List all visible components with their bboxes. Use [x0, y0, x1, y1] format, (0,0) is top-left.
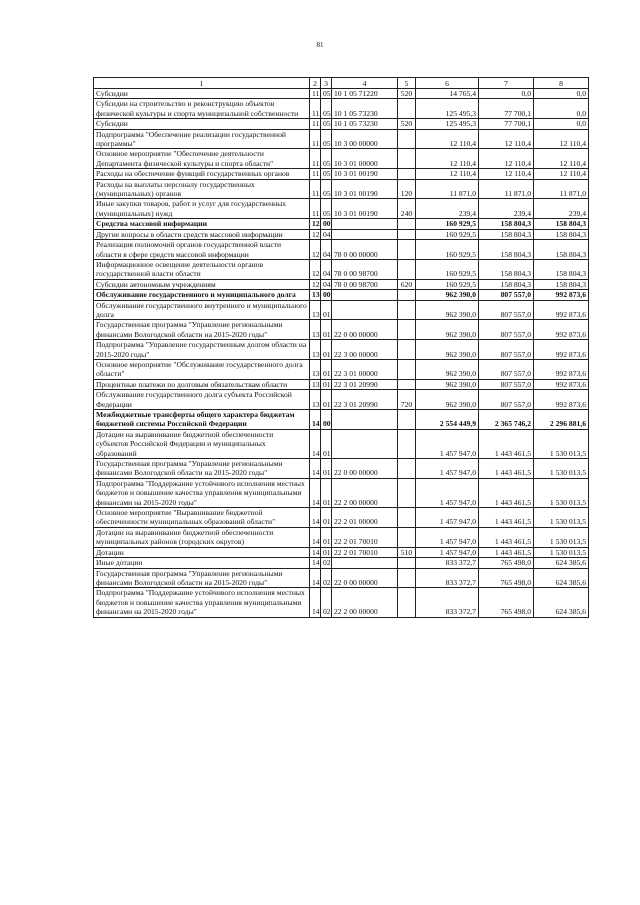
cell-vr	[398, 259, 416, 279]
cell-amount-year3: 992 873,6	[534, 379, 589, 389]
header-cell-year2: 7	[479, 78, 534, 89]
cell-podrazdel: 00	[321, 219, 332, 229]
table-row	[94, 240, 589, 260]
cell-amount-year2: 158 804,3	[479, 229, 534, 239]
cell-name: Подпрограмма "Обеспечение реализации государственной программы"	[94, 129, 310, 149]
cell-csr: 22 0 00 00000	[332, 320, 398, 340]
table-row	[94, 279, 589, 289]
cell-podrazdel: 02	[321, 558, 332, 568]
cell-name: Субсидии	[94, 119, 310, 129]
table-row	[94, 390, 589, 410]
cell-podrazdel: 05	[321, 89, 332, 99]
cell-name: Основное мероприятие "Обеспечение деятельности Департамента физической культуры и спорта области"	[94, 149, 310, 169]
cell-name: Основное мероприятие "Выравнивание бюджетной обеспеченности муниципальных образований области"	[94, 508, 310, 528]
cell-podrazdel: 02	[321, 568, 332, 588]
table-body	[94, 89, 589, 618]
cell-vr	[398, 320, 416, 340]
cell-vr	[398, 99, 416, 119]
cell-podrazdel: 01	[321, 508, 332, 528]
table-row	[94, 410, 589, 430]
cell-razdel: 11	[310, 179, 321, 199]
cell-csr: 10 1 05 73230	[332, 119, 398, 129]
cell-amount-year2: 12 110,4	[479, 129, 534, 149]
cell-name: Дотации	[94, 547, 310, 557]
cell-amount-year2: 807 557,0	[479, 300, 534, 320]
cell-csr: 10 3 01 00190	[332, 179, 398, 199]
cell-name: Информационное освещение деятельности органов государственной власти области	[94, 259, 310, 279]
cell-csr	[332, 300, 398, 320]
cell-razdel: 12	[310, 229, 321, 239]
cell-amount-year2: 158 804,3	[479, 240, 534, 260]
cell-amount-year1: 1 457 947,0	[416, 547, 479, 557]
cell-amount-year3: 12 110,4	[534, 129, 589, 149]
cell-razdel: 11	[310, 129, 321, 149]
cell-amount-year3: 992 873,6	[534, 359, 589, 379]
cell-vr: 120	[398, 179, 416, 199]
cell-razdel: 13	[310, 379, 321, 389]
cell-amount-year1: 962 390,0	[416, 320, 479, 340]
cell-amount-year2: 239,4	[479, 199, 534, 219]
cell-amount-year1: 1 457 947,0	[416, 429, 479, 458]
cell-csr	[332, 410, 398, 430]
cell-csr: 78 0 00 98700	[332, 279, 398, 289]
table-row	[94, 568, 589, 588]
cell-podrazdel: 02	[321, 588, 332, 617]
cell-name: Иные дотации	[94, 558, 310, 568]
cell-csr: 22 2 01 00000	[332, 508, 398, 528]
cell-amount-year3: 992 873,6	[534, 300, 589, 320]
cell-razdel: 14	[310, 459, 321, 479]
cell-vr	[398, 459, 416, 479]
cell-vr	[398, 129, 416, 149]
cell-vr	[398, 149, 416, 169]
cell-amount-year1: 962 390,0	[416, 340, 479, 360]
cell-razdel: 14	[310, 527, 321, 547]
header-row	[94, 78, 589, 89]
cell-amount-year3: 992 873,6	[534, 320, 589, 340]
cell-amount-year3: 12 110,4	[534, 169, 589, 179]
cell-amount-year1: 833 372,7	[416, 588, 479, 617]
cell-amount-year1: 1 457 947,0	[416, 527, 479, 547]
cell-podrazdel: 01	[321, 527, 332, 547]
cell-csr	[332, 558, 398, 568]
cell-name: Субсидии автономным учреждениям	[94, 279, 310, 289]
cell-podrazdel: 01	[321, 390, 332, 410]
cell-podrazdel: 05	[321, 149, 332, 169]
cell-amount-year1: 1 457 947,0	[416, 508, 479, 528]
table-row	[94, 119, 589, 129]
cell-amount-year2: 807 557,0	[479, 320, 534, 340]
cell-name: Обслуживание государственного внутреннего и муниципального долга	[94, 300, 310, 320]
cell-amount-year1: 160 929,5	[416, 219, 479, 229]
cell-name: Основное мероприятие "Обслуживание государственного долга области"	[94, 359, 310, 379]
cell-csr: 22 3 00 00000	[332, 340, 398, 360]
table-row	[94, 129, 589, 149]
cell-csr: 22 3 01 20990	[332, 390, 398, 410]
table-row	[94, 359, 589, 379]
cell-razdel: 11	[310, 149, 321, 169]
cell-vr: 720	[398, 390, 416, 410]
cell-razdel: 11	[310, 99, 321, 119]
table-row	[94, 259, 589, 279]
cell-amount-year2: 77 700,1	[479, 119, 534, 129]
cell-csr: 22 3 01 20990	[332, 379, 398, 389]
cell-name: Обслуживание государственного и муниципального долга	[94, 290, 310, 300]
cell-amount-year2: 158 804,3	[479, 219, 534, 229]
cell-razdel: 14	[310, 508, 321, 528]
table-row	[94, 459, 589, 479]
cell-amount-year1: 833 372,7	[416, 568, 479, 588]
cell-csr	[332, 219, 398, 229]
cell-vr	[398, 379, 416, 389]
cell-podrazdel: 04	[321, 240, 332, 260]
cell-podrazdel: 05	[321, 129, 332, 149]
cell-podrazdel: 05	[321, 119, 332, 129]
cell-csr: 10 3 00 00000	[332, 129, 398, 149]
cell-amount-year1: 160 929,5	[416, 259, 479, 279]
cell-csr	[332, 429, 398, 458]
cell-vr	[398, 478, 416, 507]
table-row	[94, 429, 589, 458]
cell-name: Реализация полномочий органов государственной власти области в сфере средств массовой информации	[94, 240, 310, 260]
header-cell-year1: 6	[416, 78, 479, 89]
cell-name: Подпрограмма "Поддержание устойчивого исполнения местных бюджетов и повышение качества управления муниципальными финансами на 2015-2020 годы"	[94, 588, 310, 617]
cell-razdel: 14	[310, 478, 321, 507]
cell-razdel: 11	[310, 169, 321, 179]
cell-name: Расходы на обеспечение функций государственных органов	[94, 169, 310, 179]
cell-amount-year1: 12 110,4	[416, 169, 479, 179]
cell-vr: 520	[398, 89, 416, 99]
cell-amount-year2: 807 557,0	[479, 340, 534, 360]
table-row	[94, 508, 589, 528]
cell-amount-year3: 1 530 013,5	[534, 547, 589, 557]
cell-amount-year2: 12 110,4	[479, 169, 534, 179]
cell-name: Иные закупки товаров, работ и услуг для государственных (муниципальных) нужд	[94, 199, 310, 219]
cell-vr	[398, 240, 416, 260]
cell-csr: 22 2 00 00000	[332, 478, 398, 507]
cell-razdel: 12	[310, 259, 321, 279]
cell-name: Государственная программа "Управление региональными финансами Вологодской области на 2015-2020 годы"	[94, 320, 310, 340]
cell-amount-year3: 2 296 881,6	[534, 410, 589, 430]
table-row	[94, 290, 589, 300]
cell-vr	[398, 410, 416, 430]
cell-podrazdel: 05	[321, 169, 332, 179]
cell-amount-year1: 125 495,3	[416, 119, 479, 129]
cell-amount-year3: 0,0	[534, 99, 589, 119]
cell-amount-year2: 765 498,0	[479, 588, 534, 617]
cell-podrazdel: 01	[321, 478, 332, 507]
table-row	[94, 89, 589, 99]
cell-vr: 510	[398, 547, 416, 557]
cell-amount-year2: 158 804,3	[479, 259, 534, 279]
header-cell-name: 1	[94, 78, 310, 89]
cell-amount-year2: 807 557,0	[479, 390, 534, 410]
cell-razdel: 14	[310, 547, 321, 557]
cell-amount-year2: 807 557,0	[479, 379, 534, 389]
cell-amount-year2: 765 498,0	[479, 558, 534, 568]
cell-amount-year2: 158 804,3	[479, 279, 534, 289]
cell-amount-year3: 1 530 013,5	[534, 478, 589, 507]
cell-amount-year1: 962 390,0	[416, 290, 479, 300]
cell-podrazdel: 01	[321, 300, 332, 320]
cell-amount-year2: 1 443 461,5	[479, 508, 534, 528]
cell-csr: 78 0 00 98700	[332, 259, 398, 279]
cell-amount-year3: 158 804,3	[534, 240, 589, 260]
cell-amount-year3: 1 530 013,5	[534, 527, 589, 547]
cell-amount-year2: 0,0	[479, 89, 534, 99]
cell-razdel: 11	[310, 89, 321, 99]
cell-razdel: 13	[310, 290, 321, 300]
cell-razdel: 13	[310, 390, 321, 410]
table-row	[94, 169, 589, 179]
cell-vr	[398, 429, 416, 458]
cell-podrazdel: 05	[321, 99, 332, 119]
cell-podrazdel: 01	[321, 340, 332, 360]
cell-amount-year1: 1 457 947,0	[416, 459, 479, 479]
cell-vr	[398, 290, 416, 300]
header-cell-vr: 5	[398, 78, 416, 89]
cell-podrazdel: 00	[321, 290, 332, 300]
cell-vr	[398, 568, 416, 588]
cell-amount-year1: 239,4	[416, 199, 479, 219]
cell-amount-year3: 158 804,3	[534, 219, 589, 229]
table-row	[94, 300, 589, 320]
header-cell-razdel: 2	[310, 78, 321, 89]
cell-csr: 10 3 01 00190	[332, 199, 398, 219]
cell-amount-year3: 158 804,3	[534, 279, 589, 289]
cell-amount-year3: 624 385,6	[534, 588, 589, 617]
cell-amount-year3: 239,4	[534, 199, 589, 219]
cell-vr	[398, 359, 416, 379]
cell-vr: 240	[398, 199, 416, 219]
cell-vr	[398, 229, 416, 239]
table-row	[94, 199, 589, 219]
cell-amount-year3: 992 873,6	[534, 390, 589, 410]
cell-amount-year3: 158 804,3	[534, 229, 589, 239]
cell-csr: 22 2 01 70010	[332, 527, 398, 547]
cell-podrazdel: 05	[321, 179, 332, 199]
cell-razdel: 11	[310, 199, 321, 219]
cell-name: Процентные платежи по долговым обязательствам области	[94, 379, 310, 389]
cell-amount-year2: 1 443 461,5	[479, 478, 534, 507]
cell-name: Государственная программа "Управление региональными финансами Вологодской области на 2015-2020 годы"	[94, 459, 310, 479]
cell-csr: 78 0 00 00000	[332, 240, 398, 260]
cell-csr: 22 0 00 00000	[332, 568, 398, 588]
page-number: 81	[316, 41, 324, 49]
cell-csr	[332, 229, 398, 239]
cell-podrazdel: 01	[321, 459, 332, 479]
cell-vr	[398, 340, 416, 360]
cell-razdel: 11	[310, 119, 321, 129]
cell-name: Дотации на выравнивание бюджетной обеспеченности муниципальных районов (городских округов)	[94, 527, 310, 547]
header-cell-year3: 8	[534, 78, 589, 89]
cell-podrazdel: 01	[321, 429, 332, 458]
cell-amount-year3: 158 804,3	[534, 259, 589, 279]
cell-vr: 520	[398, 119, 416, 129]
cell-amount-year3: 992 873,6	[534, 290, 589, 300]
cell-razdel: 14	[310, 410, 321, 430]
cell-podrazdel: 01	[321, 359, 332, 379]
cell-csr: 10 3 01 00190	[332, 169, 398, 179]
cell-name: Государственная программа "Управление региональными финансами Вологодской области на 2015-2020 годы"	[94, 568, 310, 588]
table-row	[94, 149, 589, 169]
cell-csr: 22 0 00 00000	[332, 459, 398, 479]
cell-razdel: 14	[310, 429, 321, 458]
cell-vr	[398, 219, 416, 229]
cell-amount-year1: 125 495,3	[416, 99, 479, 119]
cell-amount-year2: 807 557,0	[479, 359, 534, 379]
cell-razdel: 13	[310, 300, 321, 320]
cell-amount-year2: 12 110,4	[479, 149, 534, 169]
cell-amount-year3: 1 530 013,5	[534, 429, 589, 458]
cell-name: Субсидии	[94, 89, 310, 99]
cell-podrazdel: 01	[321, 320, 332, 340]
cell-name: Расходы на выплаты персоналу государственных (муниципальных) органов	[94, 179, 310, 199]
cell-amount-year3: 1 530 013,5	[534, 508, 589, 528]
cell-amount-year3: 0,0	[534, 89, 589, 99]
table-row	[94, 219, 589, 229]
cell-amount-year2: 11 871,0	[479, 179, 534, 199]
cell-razdel: 14	[310, 588, 321, 617]
cell-csr: 10 1 05 71220	[332, 89, 398, 99]
cell-amount-year2: 2 365 746,2	[479, 410, 534, 430]
cell-amount-year1: 160 929,5	[416, 279, 479, 289]
cell-amount-year2: 1 443 461,5	[479, 547, 534, 557]
budget-table	[93, 77, 589, 618]
cell-razdel: 12	[310, 279, 321, 289]
table-row	[94, 547, 589, 557]
cell-vr	[398, 588, 416, 617]
cell-amount-year1: 160 929,5	[416, 240, 479, 260]
cell-amount-year2: 1 443 461,5	[479, 527, 534, 547]
cell-podrazdel: 01	[321, 547, 332, 557]
cell-amount-year3: 11 871,0	[534, 179, 589, 199]
cell-amount-year1: 962 390,0	[416, 390, 479, 410]
cell-amount-year2: 807 557,0	[479, 290, 534, 300]
cell-podrazdel: 04	[321, 229, 332, 239]
cell-amount-year1: 962 390,0	[416, 379, 479, 389]
cell-razdel: 14	[310, 568, 321, 588]
cell-vr: 620	[398, 279, 416, 289]
cell-razdel: 12	[310, 219, 321, 229]
table-row	[94, 179, 589, 199]
cell-name: Другие вопросы в области средств массовой информации	[94, 229, 310, 239]
table-row	[94, 320, 589, 340]
table-row	[94, 588, 589, 617]
header-cell-podrazdel: 3	[321, 78, 332, 89]
cell-razdel: 14	[310, 558, 321, 568]
cell-amount-year3: 0,0	[534, 119, 589, 129]
cell-vr	[398, 169, 416, 179]
cell-csr: 10 1 05 73230	[332, 99, 398, 119]
cell-podrazdel: 01	[321, 379, 332, 389]
cell-amount-year1: 962 390,0	[416, 300, 479, 320]
cell-csr: 22 3 01 00000	[332, 359, 398, 379]
cell-amount-year1: 12 110,4	[416, 129, 479, 149]
cell-amount-year1: 12 110,4	[416, 149, 479, 169]
cell-amount-year2: 1 443 461,5	[479, 429, 534, 458]
cell-razdel: 12	[310, 240, 321, 260]
cell-amount-year3: 992 873,6	[534, 340, 589, 360]
cell-amount-year3: 1 530 013,5	[534, 459, 589, 479]
cell-name: Обслуживание государственного долга субъекта Российской Федерации	[94, 390, 310, 410]
cell-name: Подпрограмма "Поддержание устойчивого исполнения местных бюджетов и повышение качества управления муниципальными финансами на 2015-2020 годы"	[94, 478, 310, 507]
table-row	[94, 379, 589, 389]
cell-name: Средства массовой информации	[94, 219, 310, 229]
cell-amount-year1: 833 372,7	[416, 558, 479, 568]
cell-name: Субсидии на строительство и реконструкцию объектов физической культуры и спорта муниципальной собственности	[94, 99, 310, 119]
cell-podrazdel: 04	[321, 259, 332, 279]
cell-amount-year2: 77 700,1	[479, 99, 534, 119]
cell-amount-year1: 160 929,5	[416, 229, 479, 239]
cell-amount-year3: 12 110,4	[534, 149, 589, 169]
cell-name: Межбюджетные трансферты общего характера бюджетам бюджетной системы Российской Федерации	[94, 410, 310, 430]
cell-vr	[398, 558, 416, 568]
cell-podrazdel: 00	[321, 410, 332, 430]
cell-podrazdel: 04	[321, 279, 332, 289]
cell-csr: 22 2 00 00000	[332, 588, 398, 617]
cell-csr	[332, 290, 398, 300]
cell-amount-year1: 1 457 947,0	[416, 478, 479, 507]
cell-razdel: 13	[310, 359, 321, 379]
table-row	[94, 478, 589, 507]
cell-amount-year1: 2 554 449,9	[416, 410, 479, 430]
cell-amount-year1: 11 871,0	[416, 179, 479, 199]
table-row	[94, 558, 589, 568]
table-row	[94, 527, 589, 547]
table-row	[94, 340, 589, 360]
cell-amount-year3: 624 385,6	[534, 558, 589, 568]
cell-name: Дотации на выравнивание бюджетной обеспеченности субъектов Российской Федерации и муниципальных образований	[94, 429, 310, 458]
cell-amount-year3: 624 385,6	[534, 568, 589, 588]
cell-amount-year1: 14 765,4	[416, 89, 479, 99]
cell-csr: 10 3 01 00000	[332, 149, 398, 169]
cell-amount-year2: 1 443 461,5	[479, 459, 534, 479]
cell-csr: 22 2 01 70010	[332, 547, 398, 557]
header-cell-csr: 4	[332, 78, 398, 89]
cell-vr	[398, 508, 416, 528]
cell-razdel: 13	[310, 340, 321, 360]
cell-podrazdel: 05	[321, 199, 332, 219]
cell-vr	[398, 300, 416, 320]
cell-name: Подпрограмма "Управление государственным долгом области на 2015-2020 годы"	[94, 340, 310, 360]
cell-amount-year1: 962 390,0	[416, 359, 479, 379]
cell-vr	[398, 527, 416, 547]
cell-razdel: 13	[310, 320, 321, 340]
cell-amount-year2: 765 498,0	[479, 568, 534, 588]
table-row	[94, 229, 589, 239]
table-row	[94, 99, 589, 119]
